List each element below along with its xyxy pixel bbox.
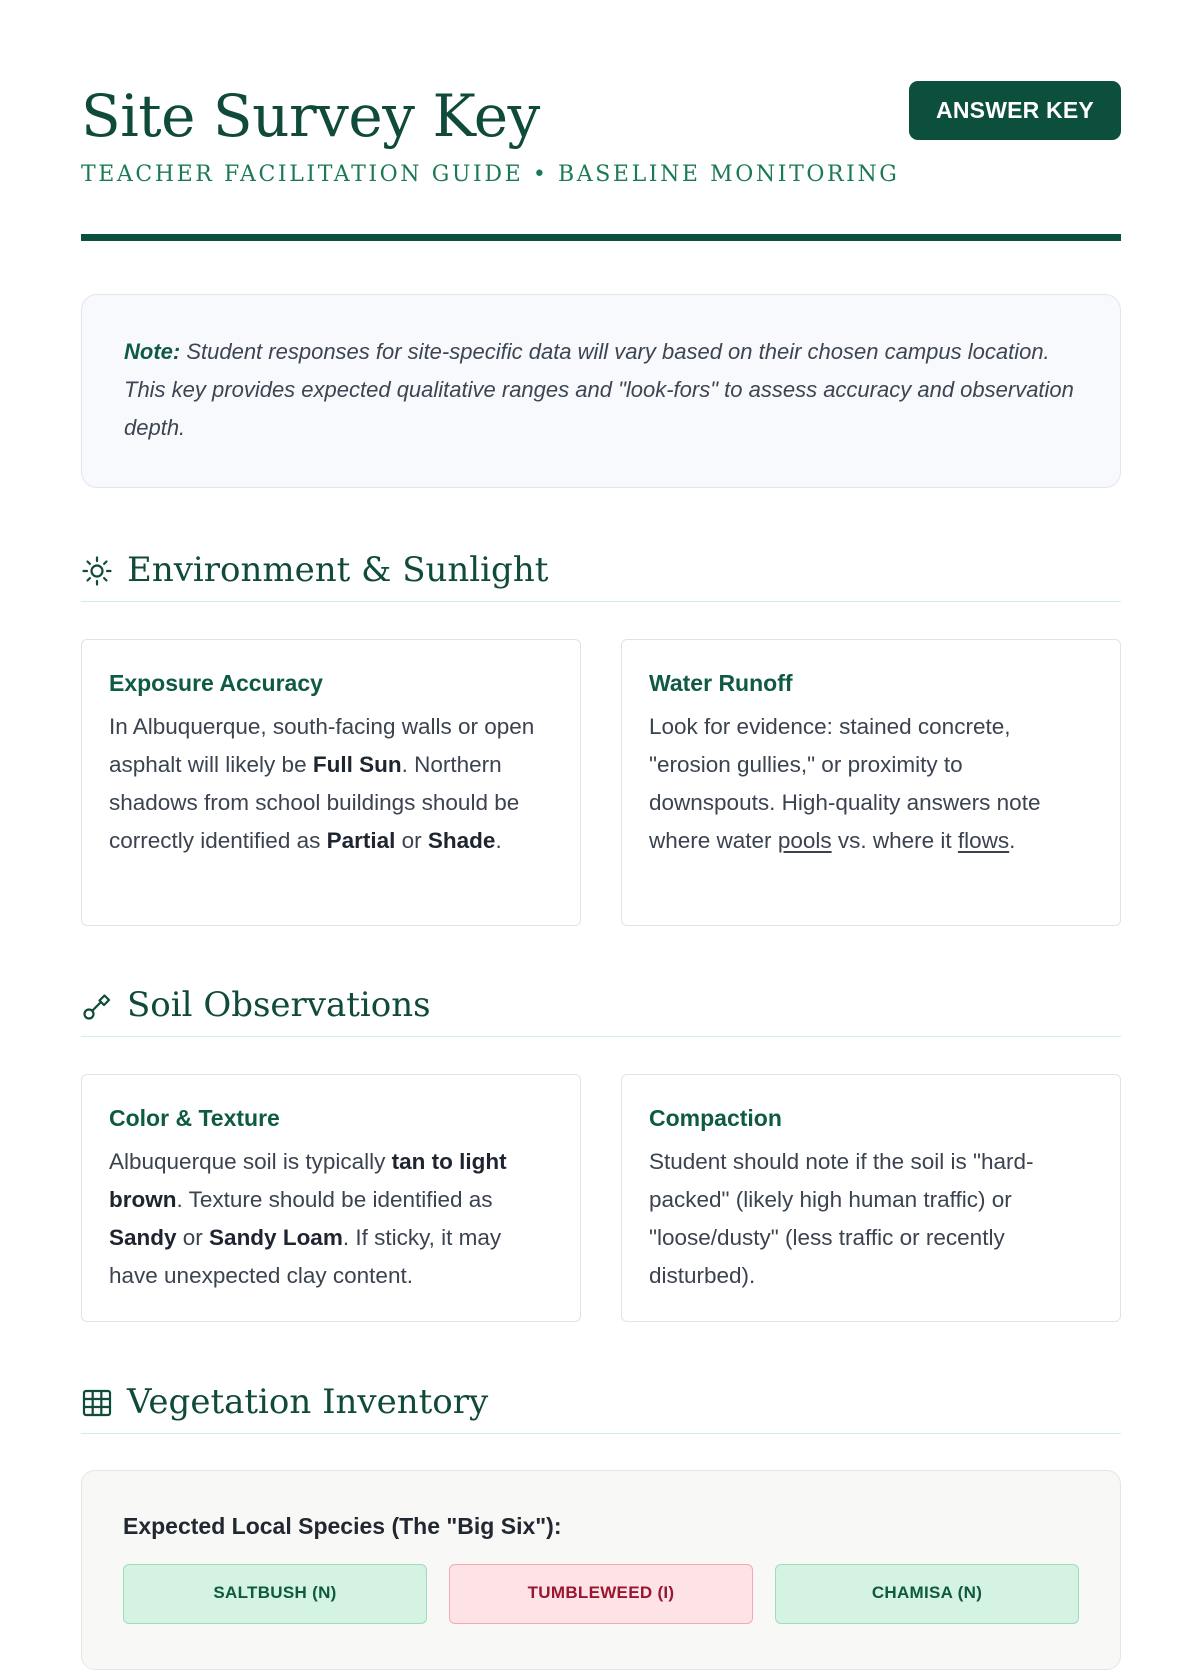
answer-key-badge: ANSWER KEY	[909, 81, 1121, 140]
note-box	[81, 294, 1121, 488]
card-compaction	[621, 1074, 1121, 1322]
section-title-soil: Soil Observations	[127, 985, 431, 1025]
card-body: In Albuquerque, south-facing walls or open asphalt will likely be Full Sun. Northern shadows from school buildings should be correctly identified as Partial or Shade.	[109, 714, 535, 853]
card-exposure-accuracy	[81, 639, 581, 926]
section-title-vegetation: Vegetation Inventory	[127, 1382, 489, 1422]
section-vegetation	[81, 1377, 1121, 1434]
grid-icon	[81, 1387, 113, 1419]
card-title: Color & Texture	[109, 1105, 280, 1131]
page-title: Site Survey Key	[81, 82, 540, 150]
section-soil	[81, 980, 1121, 1037]
trowel-icon	[81, 990, 113, 1022]
sun-icon	[81, 555, 113, 587]
note-lead: Note:	[124, 339, 181, 364]
header-divider	[81, 234, 1121, 241]
note-text: Student responses for site-specific data will vary based on their chosen campus location. This key provides expected qualitative ranges and "look-fors" to assess accuracy and observation depth.	[124, 339, 1074, 440]
page-subtitle: TEACHER FACILITATION GUIDE • BASELINE MONITORING	[81, 162, 900, 187]
card-title: Exposure Accuracy	[109, 670, 323, 696]
species-tag-tumbleweed: TUMBLEWEED (I)	[449, 1564, 753, 1624]
card-title: Compaction	[649, 1105, 782, 1131]
section-environment	[81, 545, 1121, 602]
card-water-runoff	[621, 639, 1121, 926]
card-body: Look for evidence: stained concrete, "erosion gullies," or proximity to downspouts. High-quality answers note where water pools vs. where it flows.	[649, 714, 1041, 853]
card-body: Albuquerque soil is typically tan to light brown. Texture should be identified as Sandy or Sandy Loam. If sticky, it may have unexpected clay content.	[109, 1149, 507, 1288]
card-title: Water Runoff	[649, 670, 793, 696]
vegetation-subtitle: Expected Local Species (The "Big Six"):	[123, 1513, 562, 1539]
card-body: Student should note if the soil is "hard-packed" (likely high human traffic) or "loose/dusty" (less traffic or recently disturbed).	[649, 1149, 1034, 1288]
species-tag-chamisa: CHAMISA (N)	[775, 1564, 1079, 1624]
section-title-environment: Environment & Sunlight	[127, 550, 549, 590]
vegetation-panel	[81, 1470, 1121, 1670]
species-tag-saltbush: SALTBUSH (N)	[123, 1564, 427, 1624]
card-color-texture	[81, 1074, 581, 1322]
answer-key-page	[81, 0, 1121, 1602]
page-header	[81, 0, 1121, 242]
